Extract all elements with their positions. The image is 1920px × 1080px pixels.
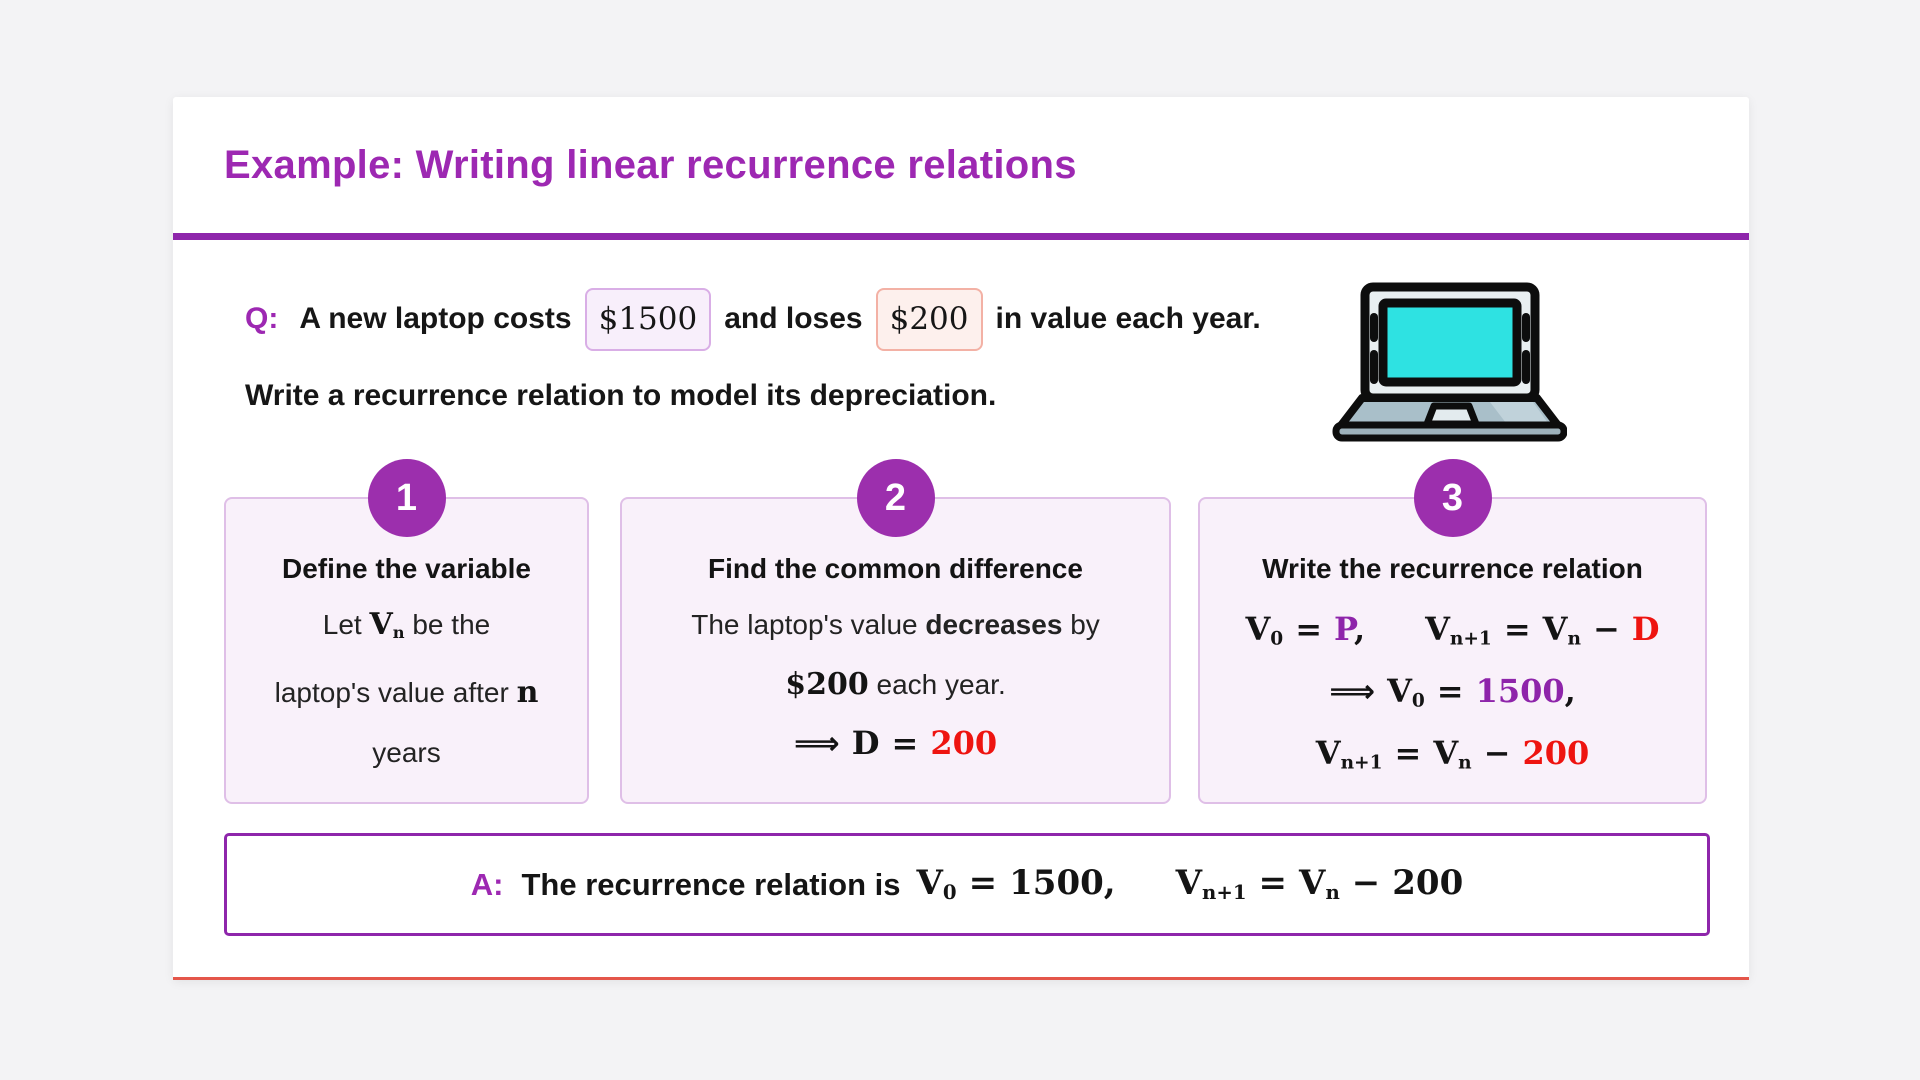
question-line-2: [245, 379, 996, 413]
step-3-body: [1200, 610, 1705, 774]
v-sub-0: $V_0$: [916, 863, 957, 905]
decreases-emphasis: decreases: [925, 609, 1063, 640]
question-text-before-cost: A new laptop costs: [299, 302, 572, 335]
initial-value: 1500,: [1475, 672, 1576, 711]
v-sub-0: $V_0$: [1387, 672, 1425, 712]
v-sub-n: $V_n$: [1433, 734, 1472, 774]
v-sub-n1: $V_{n+1}$: [1315, 734, 1383, 774]
amount-200: $200: [785, 667, 869, 702]
v-sub-n: $V_n$: [1299, 863, 1340, 905]
step-card-write-relation: [1198, 476, 1707, 804]
difference-value: 200: [1522, 734, 1590, 773]
step-3-equation-general: $V_0$ = P, $V_{n+1}$ = $V_n$ − D: [1245, 610, 1660, 650]
step-3-title: Write the recurrence relation: [1262, 553, 1643, 584]
difference-value: 200: [1392, 863, 1464, 904]
question-text-after-loss: in value each year.: [995, 302, 1261, 335]
step-2-line-2: $200 each year.: [785, 667, 1006, 702]
question-label: Q:: [245, 302, 279, 335]
step-1-title: Define the variable: [282, 553, 531, 584]
answer-equation: $V_0$ = 1500, $V_{n+1}$ = $V_n$ − 200: [916, 863, 1464, 905]
step-1-line-2: laptop's value after n: [274, 675, 539, 711]
v-sub-n1: $V_{n+1}$: [1425, 610, 1492, 650]
question-text-between: and loses: [724, 302, 863, 335]
page-title: Example: Writing linear recurrence relations: [224, 143, 1077, 187]
step-card-define-variable: [224, 476, 589, 804]
d-variable: D: [1631, 610, 1660, 648]
variable-n: n: [516, 675, 539, 711]
p-variable: P,: [1334, 610, 1366, 648]
laptop-icon: [1332, 281, 1567, 448]
cost-highlight: $1500: [585, 288, 712, 351]
v-sub-0: $V_0$: [1245, 610, 1284, 650]
d-value: 200: [930, 724, 998, 762]
example-card: [173, 97, 1749, 980]
step-3-equation-initial: ⟹ $V_0$ = 1500,: [1329, 672, 1576, 712]
v-sub-n: $V_n$: [1542, 610, 1581, 650]
variable-v-sub-n: $V_n$: [369, 607, 405, 643]
step-2-badge: 2: [857, 459, 935, 537]
question-line-1: [245, 283, 1261, 355]
implies-arrow-icon: ⟹: [793, 724, 840, 762]
answer-box: [224, 833, 1710, 936]
implies-arrow-icon: ⟹: [1329, 672, 1376, 711]
step-2-body: [622, 595, 1169, 762]
step-1-line-1: Let $V_n$ be the: [322, 607, 491, 643]
variable-d: D: [851, 724, 880, 762]
card-bottom-accent: [173, 977, 1749, 980]
step-2-equation: ⟹ D = 200: [793, 724, 998, 762]
answer-label: A:: [470, 866, 504, 902]
step-2-line-1: The laptop's value decreases by: [691, 609, 1100, 640]
step-2-title: Find the common difference: [708, 553, 1083, 584]
loss-highlight: $200: [876, 288, 983, 351]
step-3-badge: 3: [1414, 459, 1492, 537]
step-1-body: [226, 595, 587, 783]
step-1-line-3: years: [372, 737, 441, 769]
v-sub-n1: $V_{n+1}$: [1175, 863, 1247, 905]
step-3-equation-recurrence: $V_{n+1}$ = $V_n$ − 200: [1315, 734, 1590, 774]
step-1-badge: 1: [368, 459, 446, 537]
title-divider: [173, 233, 1749, 240]
step-card-common-difference: [620, 476, 1171, 804]
answer-text: The recurrence relation is: [521, 866, 901, 902]
initial-value: 1500,: [1009, 863, 1116, 904]
question-text-line2: Write a recurrence relation to model its depreciation.: [245, 379, 997, 412]
